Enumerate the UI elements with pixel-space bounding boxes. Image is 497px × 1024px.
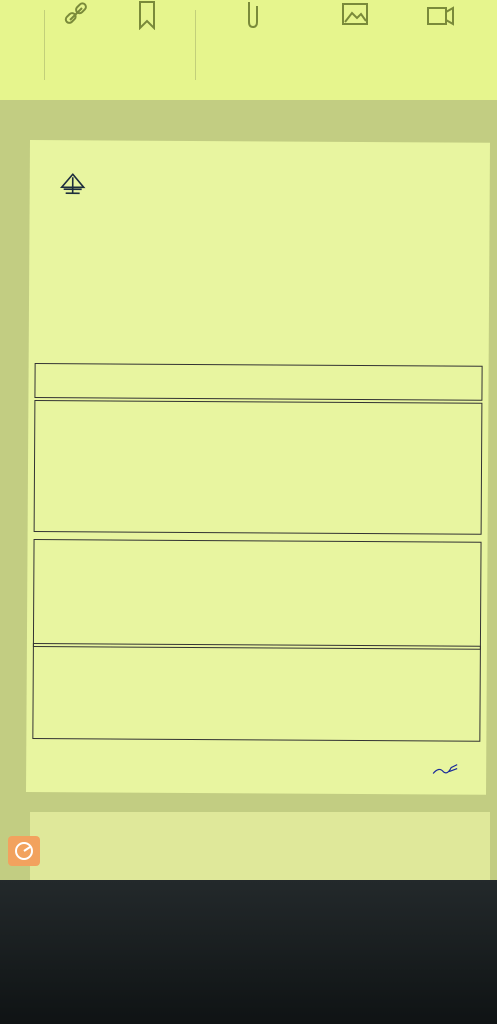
document-page	[26, 140, 490, 795]
ribbon-separator	[44, 10, 45, 80]
highlight-button[interactable]	[0, 0, 40, 82]
paperclip-icon	[239, 0, 267, 30]
link-button[interactable]	[52, 0, 100, 82]
document-page-gap	[30, 812, 490, 882]
size-section-box	[33, 539, 482, 650]
bookmark-button[interactable]	[105, 0, 189, 82]
video-icon	[426, 0, 454, 30]
impurity-section-box	[32, 643, 481, 742]
results-section-box	[34, 400, 483, 535]
app-badge-icon[interactable]	[8, 836, 40, 866]
monitor-bezel	[0, 880, 497, 1024]
signature-mark	[431, 762, 459, 776]
link-icon	[62, 0, 90, 30]
ribbon-toolbar	[0, 0, 497, 100]
ribbon-separator	[195, 10, 196, 80]
image-annotation-button[interactable]	[306, 0, 404, 82]
image-icon	[341, 0, 369, 30]
vinacontrol-logo-icon	[60, 173, 86, 195]
audio-video-button[interactable]	[404, 0, 476, 82]
file-attachment-button[interactable]	[204, 0, 302, 82]
sample-condition-box	[34, 363, 482, 401]
bookmark-icon	[133, 0, 161, 30]
